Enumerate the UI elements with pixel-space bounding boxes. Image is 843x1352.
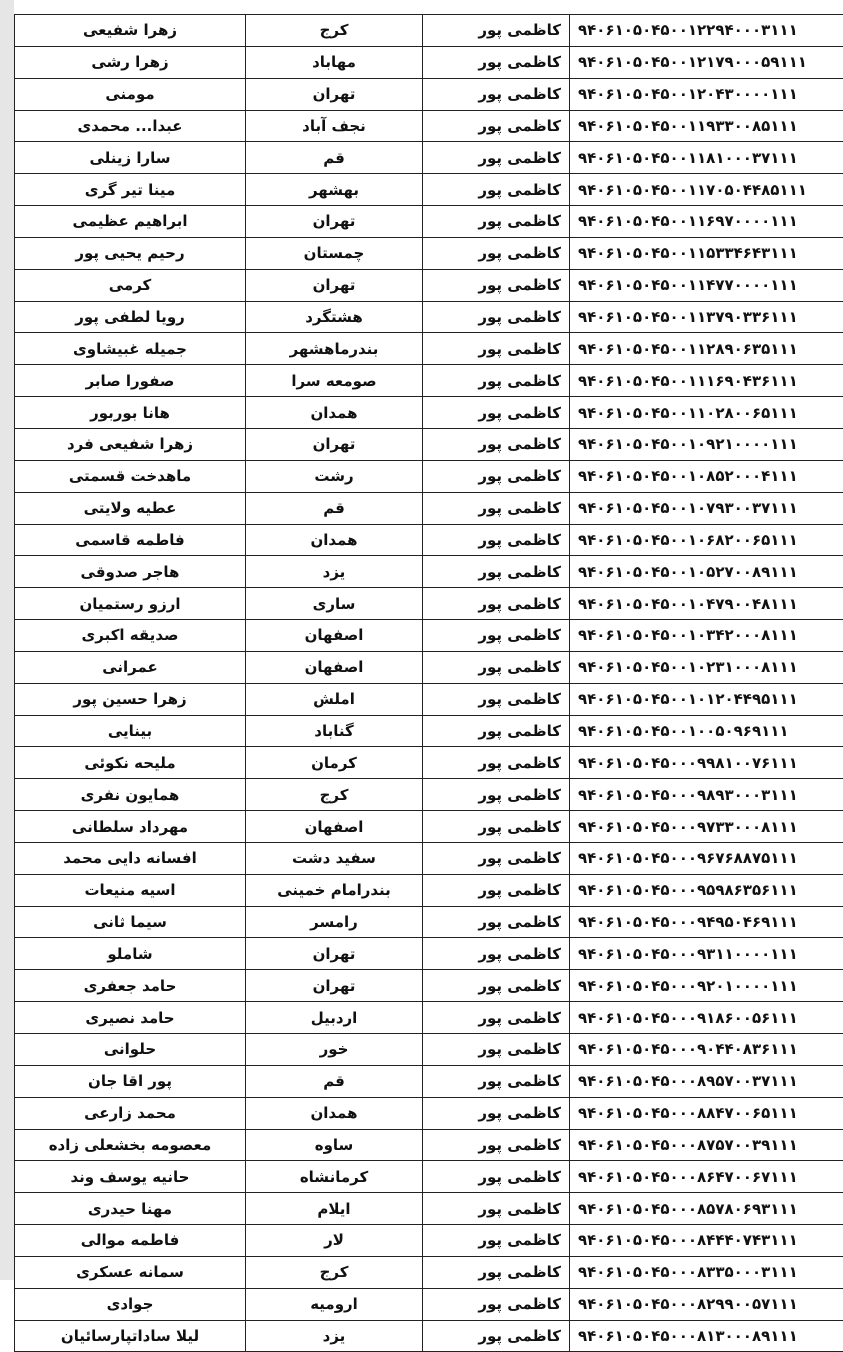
- family-cell: کاظمی پور: [423, 811, 570, 843]
- city-cell: ارومیه: [246, 1288, 423, 1320]
- family-cell: کاظمی پور: [423, 397, 570, 429]
- city-cell: تهران: [246, 938, 423, 970]
- name-cell: عمرانی: [15, 651, 246, 683]
- family-cell: کاظمی پور: [423, 1065, 570, 1097]
- city-cell: تهران: [246, 269, 423, 301]
- name-cell: اسیه منیعات: [15, 874, 246, 906]
- name-cell: حامد نصیری: [15, 1002, 246, 1034]
- family-cell: کاظمی پور: [423, 1034, 570, 1066]
- family-cell: کاظمی پور: [423, 683, 570, 715]
- family-cell: کاظمی پور: [423, 1129, 570, 1161]
- name-cell: افسانه دایی محمد: [15, 842, 246, 874]
- family-cell: کاظمی پور: [423, 15, 570, 47]
- number-cell: ۹۴۰۶۱۰۵۰۴۵۰۰۰۸۸۴۷۰۰۶۵۱۱۱: [570, 1097, 843, 1129]
- table-row: [15, 1065, 843, 1097]
- number-cell: ۹۴۰۶۱۰۵۰۴۵۰۰۰۸۶۴۷۰۰۶۷۱۱۱: [570, 1161, 843, 1193]
- family-cell: کاظمی پور: [423, 588, 570, 620]
- number-cell: ۹۴۰۶۱۰۵۰۴۵۰۰۰۸۱۳۰۰۰۸۹۱۱۱: [570, 1320, 843, 1352]
- family-cell: کاظمی پور: [423, 365, 570, 397]
- city-cell: اصفهان: [246, 811, 423, 843]
- table-row: [15, 15, 843, 47]
- number-cell: ۹۴۰۶۱۰۵۰۴۵۰۰۱۰۵۲۷۰۰۸۹۱۱۱: [570, 556, 843, 588]
- city-cell: همدان: [246, 397, 423, 429]
- city-cell: رشت: [246, 460, 423, 492]
- table-body: [15, 15, 843, 1352]
- name-cell: ارزو رستمیان: [15, 588, 246, 620]
- family-cell: کاظمی پور: [423, 842, 570, 874]
- city-cell: کرمانشاه: [246, 1161, 423, 1193]
- table-row: [15, 237, 843, 269]
- number-cell: ۹۴۰۶۱۰۵۰۴۵۰۰۰۹۳۱۱۰۰۰۰۱۱۱: [570, 938, 843, 970]
- table-row: [15, 1002, 843, 1034]
- family-cell: کاظمی پور: [423, 333, 570, 365]
- family-cell: کاظمی پور: [423, 779, 570, 811]
- number-cell: ۹۴۰۶۱۰۵۰۴۵۰۰۱۰۱۲۰۴۴۹۵۱۱۱: [570, 683, 843, 715]
- family-cell: کاظمی پور: [423, 747, 570, 779]
- name-cell: هاجر صدوقی: [15, 556, 246, 588]
- city-cell: یزد: [246, 556, 423, 588]
- number-cell: ۹۴۰۶۱۰۵۰۴۵۰۰۰۸۷۵۷۰۰۳۹۱۱۱: [570, 1129, 843, 1161]
- name-cell: صفورا صابر: [15, 365, 246, 397]
- table-row: [15, 397, 843, 429]
- number-cell: ۹۴۰۶۱۰۵۰۴۵۰۰۱۱۵۳۳۴۶۴۳۱۱۱: [570, 237, 843, 269]
- table-row: [15, 301, 843, 333]
- number-cell: ۹۴۰۶۱۰۵۰۴۵۰۰۰۸۵۷۸۰۶۹۳۱۱۱: [570, 1193, 843, 1225]
- table-row: [15, 1320, 843, 1352]
- city-cell: مهاباد: [246, 46, 423, 78]
- family-cell: کاظمی پور: [423, 651, 570, 683]
- number-cell: ۹۴۰۶۱۰۵۰۴۵۰۰۱۱۸۱۰۰۰۳۷۱۱۱: [570, 142, 843, 174]
- table-row: [15, 1193, 843, 1225]
- number-cell: ۹۴۰۶۱۰۵۰۴۵۰۰۱۱۳۷۹۰۳۳۶۱۱۱: [570, 301, 843, 333]
- table-row: [15, 174, 843, 206]
- number-cell: ۹۴۰۶۱۰۵۰۴۵۰۰۱۰۲۳۱۰۰۰۸۱۱۱: [570, 651, 843, 683]
- table-row: [15, 779, 843, 811]
- city-cell: رامسر: [246, 906, 423, 938]
- family-cell: کاظمی پور: [423, 970, 570, 1002]
- city-cell: املش: [246, 683, 423, 715]
- table-row: [15, 206, 843, 238]
- table-row: [15, 874, 843, 906]
- city-cell: قم: [246, 1065, 423, 1097]
- table-row: [15, 651, 843, 683]
- city-cell: چمستان: [246, 237, 423, 269]
- city-cell: کرج: [246, 15, 423, 47]
- table-row: [15, 747, 843, 779]
- number-cell: ۹۴۰۶۱۰۵۰۴۵۰۰۱۰۳۴۲۰۰۰۸۱۱۱: [570, 620, 843, 652]
- number-cell: ۹۴۰۶۱۰۵۰۴۵۰۰۱۱۱۶۹۰۴۳۶۱۱۱: [570, 365, 843, 397]
- table-row: [15, 333, 843, 365]
- number-cell: ۹۴۰۶۱۰۵۰۴۵۰۰۱۱۶۹۷۰۰۰۰۱۱۱: [570, 206, 843, 238]
- data-table: [14, 14, 843, 1352]
- family-cell: کاظمی پور: [423, 715, 570, 747]
- city-cell: لار: [246, 1225, 423, 1257]
- name-cell: فاطمه موالی: [15, 1225, 246, 1257]
- family-cell: کاظمی پور: [423, 906, 570, 938]
- city-cell: گناباد: [246, 715, 423, 747]
- name-cell: زهرا رشی: [15, 46, 246, 78]
- number-cell: ۹۴۰۶۱۰۵۰۴۵۰۰۱۱۹۳۳۰۰۸۵۱۱۱: [570, 110, 843, 142]
- number-cell: ۹۴۰۶۱۰۵۰۴۵۰۰۰۹۰۴۴۰۸۳۶۱۱۱: [570, 1034, 843, 1066]
- city-cell: بندرماهشهر: [246, 333, 423, 365]
- number-cell: ۹۴۰۶۱۰۵۰۴۵۰۰۱۰۴۷۹۰۰۴۸۱۱۱: [570, 588, 843, 620]
- city-cell: تهران: [246, 78, 423, 110]
- family-cell: کاظمی پور: [423, 1193, 570, 1225]
- table-row: [15, 46, 843, 78]
- table-row: [15, 1225, 843, 1257]
- table-row: [15, 524, 843, 556]
- number-cell: ۹۴۰۶۱۰۵۰۴۵۰۰۱۰۹۲۱۰۰۰۰۱۱۱: [570, 428, 843, 460]
- family-cell: کاظمی پور: [423, 1225, 570, 1257]
- city-cell: نجف آباد: [246, 110, 423, 142]
- number-cell: ۹۴۰۶۱۰۵۰۴۵۰۰۰۸۹۵۷۰۰۳۷۱۱۱: [570, 1065, 843, 1097]
- table-row: [15, 428, 843, 460]
- name-cell: لیلا ساداتپارسائیان: [15, 1320, 246, 1352]
- number-cell: ۹۴۰۶۱۰۵۰۴۵۰۰۰۸۲۹۹۰۰۵۷۱۱۱: [570, 1288, 843, 1320]
- family-cell: کاظمی پور: [423, 1161, 570, 1193]
- number-cell: ۹۴۰۶۱۰۵۰۴۵۰۰۰۹۵۹۸۶۳۵۶۱۱۱: [570, 874, 843, 906]
- table-row: [15, 492, 843, 524]
- city-cell: اصفهان: [246, 651, 423, 683]
- name-cell: ابراهیم عظیمی: [15, 206, 246, 238]
- table-row: [15, 365, 843, 397]
- family-cell: کاظمی پور: [423, 1097, 570, 1129]
- city-cell: تهران: [246, 428, 423, 460]
- name-cell: هانا بوربور: [15, 397, 246, 429]
- number-cell: ۹۴۰۶۱۰۵۰۴۵۰۰۱۱۴۷۷۰۰۰۰۱۱۱: [570, 269, 843, 301]
- name-cell: سارا زینلی: [15, 142, 246, 174]
- number-cell: ۹۴۰۶۱۰۵۰۴۵۰۰۰۹۴۹۵۰۴۶۹۱۱۱: [570, 906, 843, 938]
- name-cell: زهرا شفیعی فرد: [15, 428, 246, 460]
- city-cell: اصفهان: [246, 620, 423, 652]
- table-row: [15, 110, 843, 142]
- table-row: [15, 715, 843, 747]
- name-cell: عبدا... محمدی: [15, 110, 246, 142]
- city-cell: کرج: [246, 779, 423, 811]
- number-cell: ۹۴۰۶۱۰۵۰۴۵۰۰۰۸۴۴۴۰۷۴۳۱۱۱: [570, 1225, 843, 1257]
- table-row: [15, 1161, 843, 1193]
- name-cell: مهرداد سلطانی: [15, 811, 246, 843]
- table-row: [15, 1129, 843, 1161]
- table-row: [15, 269, 843, 301]
- city-cell: ایلام: [246, 1193, 423, 1225]
- city-cell: خور: [246, 1034, 423, 1066]
- table-row: [15, 620, 843, 652]
- name-cell: حامد جعفری: [15, 970, 246, 1002]
- number-cell: ۹۴۰۶۱۰۵۰۴۵۰۰۰۹۹۸۱۰۰۷۶۱۱۱: [570, 747, 843, 779]
- city-cell: سفید دشت: [246, 842, 423, 874]
- number-cell: ۹۴۰۶۱۰۵۰۴۵۰۰۰۹۷۳۳۰۰۰۸۱۱۱: [570, 811, 843, 843]
- city-cell: ساری: [246, 588, 423, 620]
- family-cell: کاظمی پور: [423, 1002, 570, 1034]
- name-cell: حانیه یوسف وند: [15, 1161, 246, 1193]
- name-cell: مینا تیر گری: [15, 174, 246, 206]
- name-cell: سیما ثانی: [15, 906, 246, 938]
- number-cell: ۹۴۰۶۱۰۵۰۴۵۰۰۱۰۰۵۰۹۶۹۱۱۱: [570, 715, 843, 747]
- city-cell: ساوه: [246, 1129, 423, 1161]
- table-row: [15, 811, 843, 843]
- table-row: [15, 1288, 843, 1320]
- number-cell: ۹۴۰۶۱۰۵۰۴۵۰۰۰۹۶۷۶۸۸۷۵۱۱۱: [570, 842, 843, 874]
- city-cell: بندرامام خمینی: [246, 874, 423, 906]
- family-cell: کاظمی پور: [423, 174, 570, 206]
- family-cell: کاظمی پور: [423, 620, 570, 652]
- name-cell: معصومه بخشعلی زاده: [15, 1129, 246, 1161]
- number-cell: ۹۴۰۶۱۰۵۰۴۵۰۰۱۱۷۰۵۰۴۴۸۵۱۱۱: [570, 174, 843, 206]
- name-cell: محمد زارعی: [15, 1097, 246, 1129]
- family-cell: کاظمی پور: [423, 492, 570, 524]
- family-cell: کاظمی پور: [423, 142, 570, 174]
- number-cell: ۹۴۰۶۱۰۵۰۴۵۰۰۱۱۰۲۸۰۰۶۵۱۱۱: [570, 397, 843, 429]
- table-row: [15, 460, 843, 492]
- family-cell: کاظمی پور: [423, 1320, 570, 1352]
- family-cell: کاظمی پور: [423, 237, 570, 269]
- name-cell: رویا لطفی پور: [15, 301, 246, 333]
- name-cell: صدیقه اکبری: [15, 620, 246, 652]
- city-cell: قم: [246, 142, 423, 174]
- family-cell: کاظمی پور: [423, 556, 570, 588]
- table-row: [15, 906, 843, 938]
- family-cell: کاظمی پور: [423, 46, 570, 78]
- family-cell: کاظمی پور: [423, 524, 570, 556]
- city-cell: بهشهر: [246, 174, 423, 206]
- family-cell: کاظمی پور: [423, 1256, 570, 1288]
- name-cell: ملیحه نکوئی: [15, 747, 246, 779]
- number-cell: ۹۴۰۶۱۰۵۰۴۵۰۰۱۰۶۸۲۰۰۶۵۱۱۱: [570, 524, 843, 556]
- family-cell: کاظمی پور: [423, 110, 570, 142]
- name-cell: شاملو: [15, 938, 246, 970]
- city-cell: کرج: [246, 1256, 423, 1288]
- number-cell: ۹۴۰۶۱۰۵۰۴۵۰۰۰۸۳۳۵۰۰۰۳۱۱۱: [570, 1256, 843, 1288]
- city-cell: کرمان: [246, 747, 423, 779]
- number-cell: ۹۴۰۶۱۰۵۰۴۵۰۰۰۹۲۰۱۰۰۰۰۱۱۱: [570, 970, 843, 1002]
- left-gutter: [0, 0, 14, 1280]
- city-cell: صومعه سرا: [246, 365, 423, 397]
- name-cell: عطیه ولایتی: [15, 492, 246, 524]
- city-cell: همدان: [246, 524, 423, 556]
- number-cell: ۹۴۰۶۱۰۵۰۴۵۰۰۰۹۸۹۳۰۰۰۳۱۱۱: [570, 779, 843, 811]
- table-row: [15, 1097, 843, 1129]
- family-cell: کاظمی پور: [423, 269, 570, 301]
- number-cell: ۹۴۰۶۱۰۵۰۴۵۰۰۱۲۲۹۴۰۰۰۳۱۱۱: [570, 15, 843, 47]
- table-row: [15, 1256, 843, 1288]
- name-cell: سمانه عسکری: [15, 1256, 246, 1288]
- number-cell: ۹۴۰۶۱۰۵۰۴۵۰۰۱۰۸۵۲۰۰۰۴۱۱۱: [570, 460, 843, 492]
- table-row: [15, 1034, 843, 1066]
- table-row: [15, 142, 843, 174]
- name-cell: فاطمه قاسمی: [15, 524, 246, 556]
- table-row: [15, 588, 843, 620]
- name-cell: حلوانی: [15, 1034, 246, 1066]
- table-row: [15, 842, 843, 874]
- table-row: [15, 556, 843, 588]
- city-cell: اردبیل: [246, 1002, 423, 1034]
- family-cell: کاظمی پور: [423, 938, 570, 970]
- name-cell: ماهدخت قسمتی: [15, 460, 246, 492]
- table-row: [15, 78, 843, 110]
- family-cell: کاظمی پور: [423, 301, 570, 333]
- city-cell: قم: [246, 492, 423, 524]
- number-cell: ۹۴۰۶۱۰۵۰۴۵۰۰۱۲۰۴۳۰۰۰۰۱۱۱: [570, 78, 843, 110]
- name-cell: رحیم یحیی پور: [15, 237, 246, 269]
- family-cell: کاظمی پور: [423, 460, 570, 492]
- name-cell: بینایی: [15, 715, 246, 747]
- name-cell: کرمی: [15, 269, 246, 301]
- number-cell: ۹۴۰۶۱۰۵۰۴۵۰۰۱۰۷۹۳۰۰۳۷۱۱۱: [570, 492, 843, 524]
- name-cell: همایون نفری: [15, 779, 246, 811]
- table-row: [15, 938, 843, 970]
- table-row: [15, 683, 843, 715]
- name-cell: جوادی: [15, 1288, 246, 1320]
- family-cell: کاظمی پور: [423, 428, 570, 460]
- name-cell: زهرا شفیعی: [15, 15, 246, 47]
- city-cell: تهران: [246, 206, 423, 238]
- number-cell: ۹۴۰۶۱۰۵۰۴۵۰۰۱۱۲۸۹۰۶۳۵۱۱۱: [570, 333, 843, 365]
- city-cell: یزد: [246, 1320, 423, 1352]
- family-cell: کاظمی پور: [423, 78, 570, 110]
- family-cell: کاظمی پور: [423, 874, 570, 906]
- family-cell: کاظمی پور: [423, 1288, 570, 1320]
- city-cell: تهران: [246, 970, 423, 1002]
- table-row: [15, 970, 843, 1002]
- name-cell: زهرا حسین پور: [15, 683, 246, 715]
- number-cell: ۹۴۰۶۱۰۵۰۴۵۰۰۱۲۱۷۹۰۰۰۵۹۱۱۱: [570, 46, 843, 78]
- family-cell: کاظمی پور: [423, 206, 570, 238]
- name-cell: مومنی: [15, 78, 246, 110]
- name-cell: مهنا حیدری: [15, 1193, 246, 1225]
- name-cell: جمیله غبیشاوی: [15, 333, 246, 365]
- city-cell: همدان: [246, 1097, 423, 1129]
- number-cell: ۹۴۰۶۱۰۵۰۴۵۰۰۰۹۱۸۶۰۰۵۶۱۱۱: [570, 1002, 843, 1034]
- name-cell: پور اقا جان: [15, 1065, 246, 1097]
- city-cell: هشتگرد: [246, 301, 423, 333]
